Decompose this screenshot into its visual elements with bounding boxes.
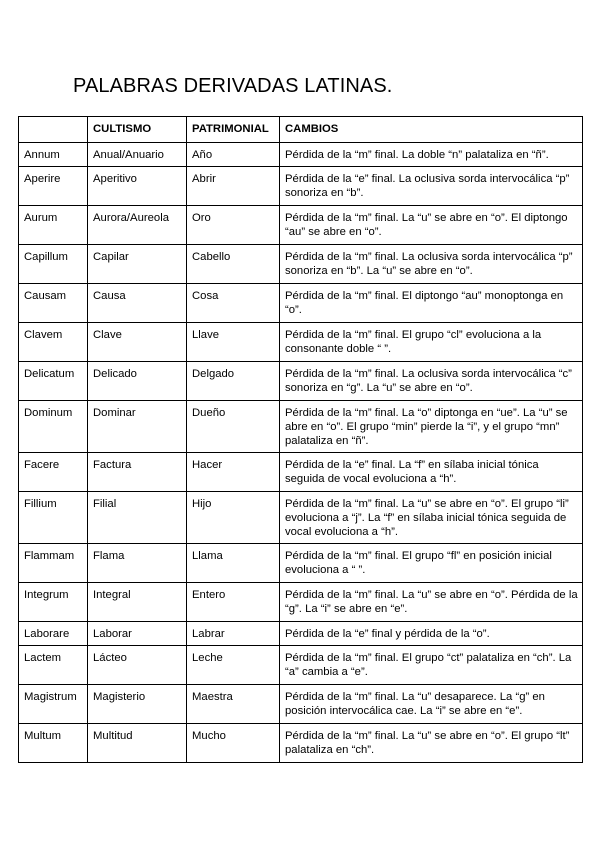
cell-cambios: Pérdida de la “m” final. El grupo “fl” en posición inicial evoluciona a “ ”. bbox=[280, 544, 583, 583]
table-row bbox=[19, 245, 583, 284]
table-row bbox=[19, 206, 583, 245]
cell-cultismo: Flama bbox=[88, 544, 187, 583]
cell-cambios: Pérdida de la “m” final. La “u” desaparece. La “g” en posición intervocálica cae. La “i” se abre en “e”. bbox=[280, 685, 583, 724]
cell-cambios: Pérdida de la “m” final. La oclusiva sorda intervocálica “c” sonoriza en “g”. La “u” se abre en “o”. bbox=[280, 362, 583, 401]
cell-cultismo: Aurora/Aureola bbox=[88, 206, 187, 245]
table-row bbox=[19, 362, 583, 401]
cell-patrimonial: Mucho bbox=[187, 724, 280, 763]
table-row bbox=[19, 685, 583, 724]
table-row bbox=[19, 492, 583, 544]
cell-cambios: Pérdida de la “m” final. El diptongo “au” monoptonga en “o”. bbox=[280, 284, 583, 323]
cell-patrimonial: Labrar bbox=[187, 622, 280, 646]
cell-latin: Aperire bbox=[19, 167, 88, 206]
table-row bbox=[19, 167, 583, 206]
cell-latin: Aurum bbox=[19, 206, 88, 245]
table-row bbox=[19, 323, 583, 362]
cell-patrimonial: Leche bbox=[187, 646, 280, 685]
cell-cultismo: Lácteo bbox=[88, 646, 187, 685]
cell-cambios: Pérdida de la “m” final. La “o” diptonga en “ue”. La “u” se abre en “o”. El grupo “min” pierde la “i”, y el grupo “mn” palataliza en “ñ”. bbox=[280, 401, 583, 453]
cell-patrimonial: Hacer bbox=[187, 453, 280, 492]
cell-cambios: Pérdida de la “m” final. La “u” se abre en “o”. El diptongo “au” se abre en “o”. bbox=[280, 206, 583, 245]
cell-cultismo: Dominar bbox=[88, 401, 187, 453]
cell-latin: Facere bbox=[19, 453, 88, 492]
cell-latin: Causam bbox=[19, 284, 88, 323]
cell-cultismo: Anual/Anuario bbox=[88, 143, 187, 167]
cell-cambios: Pérdida de la “e” final. La “f” en sílaba inicial tónica seguida de vocal evoluciona a “h”. bbox=[280, 453, 583, 492]
cell-patrimonial: Llave bbox=[187, 323, 280, 362]
cell-cambios: Pérdida de la “m” final. La doble “n” palataliza en “ñ”. bbox=[280, 143, 583, 167]
cell-latin: Multum bbox=[19, 724, 88, 763]
cell-latin: Clavem bbox=[19, 323, 88, 362]
cell-cultismo: Aperitivo bbox=[88, 167, 187, 206]
cell-cultismo: Clave bbox=[88, 323, 187, 362]
cell-cambios: Pérdida de la “e” final y pérdida de la “o”. bbox=[280, 622, 583, 646]
cell-patrimonial: Oro bbox=[187, 206, 280, 245]
cell-cultismo: Filial bbox=[88, 492, 187, 544]
table-row bbox=[19, 143, 583, 167]
cell-latin: Magistrum bbox=[19, 685, 88, 724]
table-row bbox=[19, 622, 583, 646]
cell-cambios: Pérdida de la “m” final. El grupo “cl” evoluciona a la consonante doble “ ”. bbox=[280, 323, 583, 362]
cell-patrimonial: Delgado bbox=[187, 362, 280, 401]
cell-cultismo: Magisterio bbox=[88, 685, 187, 724]
cell-patrimonial: Hijo bbox=[187, 492, 280, 544]
cell-patrimonial: Año bbox=[187, 143, 280, 167]
table-row bbox=[19, 646, 583, 685]
cell-patrimonial: Dueño bbox=[187, 401, 280, 453]
cell-patrimonial: Llama bbox=[187, 544, 280, 583]
cell-cambios: Pérdida de la “m” final. La “u” se abre en “o”. El grupo “lt” palataliza en “ch”. bbox=[280, 724, 583, 763]
cell-latin: Annum bbox=[19, 143, 88, 167]
cell-cultismo: Capilar bbox=[88, 245, 187, 284]
header-cambios: CAMBIOS bbox=[280, 117, 583, 143]
cell-cultismo: Factura bbox=[88, 453, 187, 492]
cell-cultismo: Multitud bbox=[88, 724, 187, 763]
cell-patrimonial: Maestra bbox=[187, 685, 280, 724]
cell-latin: Delicatum bbox=[19, 362, 88, 401]
header-cultismo: CULTISMO bbox=[88, 117, 187, 143]
cell-latin: Lactem bbox=[19, 646, 88, 685]
table-row bbox=[19, 401, 583, 453]
cell-latin: Capillum bbox=[19, 245, 88, 284]
cell-latin: Fillium bbox=[19, 492, 88, 544]
cell-cambios: Pérdida de la “m” final. La “u” se abre en “o”. Pérdida de la “g”. La “i” se abre en “e”. bbox=[280, 583, 583, 622]
cell-patrimonial: Entero bbox=[187, 583, 280, 622]
table-row bbox=[19, 544, 583, 583]
cell-latin: Flammam bbox=[19, 544, 88, 583]
table-body bbox=[19, 143, 583, 763]
header-patrimonial: PATRIMONIAL bbox=[187, 117, 280, 143]
derivation-table bbox=[18, 116, 583, 763]
cell-cambios: Pérdida de la “e” final. La oclusiva sorda intervocálica “p” sonoriza en “b”. bbox=[280, 167, 583, 206]
table-row bbox=[19, 453, 583, 492]
cell-latin: Laborare bbox=[19, 622, 88, 646]
cell-latin: Integrum bbox=[19, 583, 88, 622]
page-title: PALABRAS DERIVADAS LATINAS. bbox=[73, 75, 393, 97]
header-latin bbox=[19, 117, 88, 143]
cell-cambios: Pérdida de la “m” final. La oclusiva sorda intervocálica “p” sonoriza en “b”. La “u” se abre en “o”. bbox=[280, 245, 583, 284]
cell-cambios: Pérdida de la “m” final. El grupo “ct” palataliza en “ch”. La “a” cambia a “e”. bbox=[280, 646, 583, 685]
cell-cultismo: Integral bbox=[88, 583, 187, 622]
cell-cultismo: Delicado bbox=[88, 362, 187, 401]
table-row bbox=[19, 583, 583, 622]
cell-patrimonial: Cosa bbox=[187, 284, 280, 323]
cell-cultismo: Causa bbox=[88, 284, 187, 323]
cell-patrimonial: Cabello bbox=[187, 245, 280, 284]
cell-cultismo: Laborar bbox=[88, 622, 187, 646]
table-header-row bbox=[19, 117, 583, 143]
cell-cambios: Pérdida de la “m” final. La “u” se abre en “o”. El grupo “li” evoluciona a “j”. La “f” en sílaba inicial tónica seguida de vocal evoluciona a “h”. bbox=[280, 492, 583, 544]
cell-latin: Dominum bbox=[19, 401, 88, 453]
table-row bbox=[19, 724, 583, 763]
cell-patrimonial: Abrir bbox=[187, 167, 280, 206]
table-row bbox=[19, 284, 583, 323]
